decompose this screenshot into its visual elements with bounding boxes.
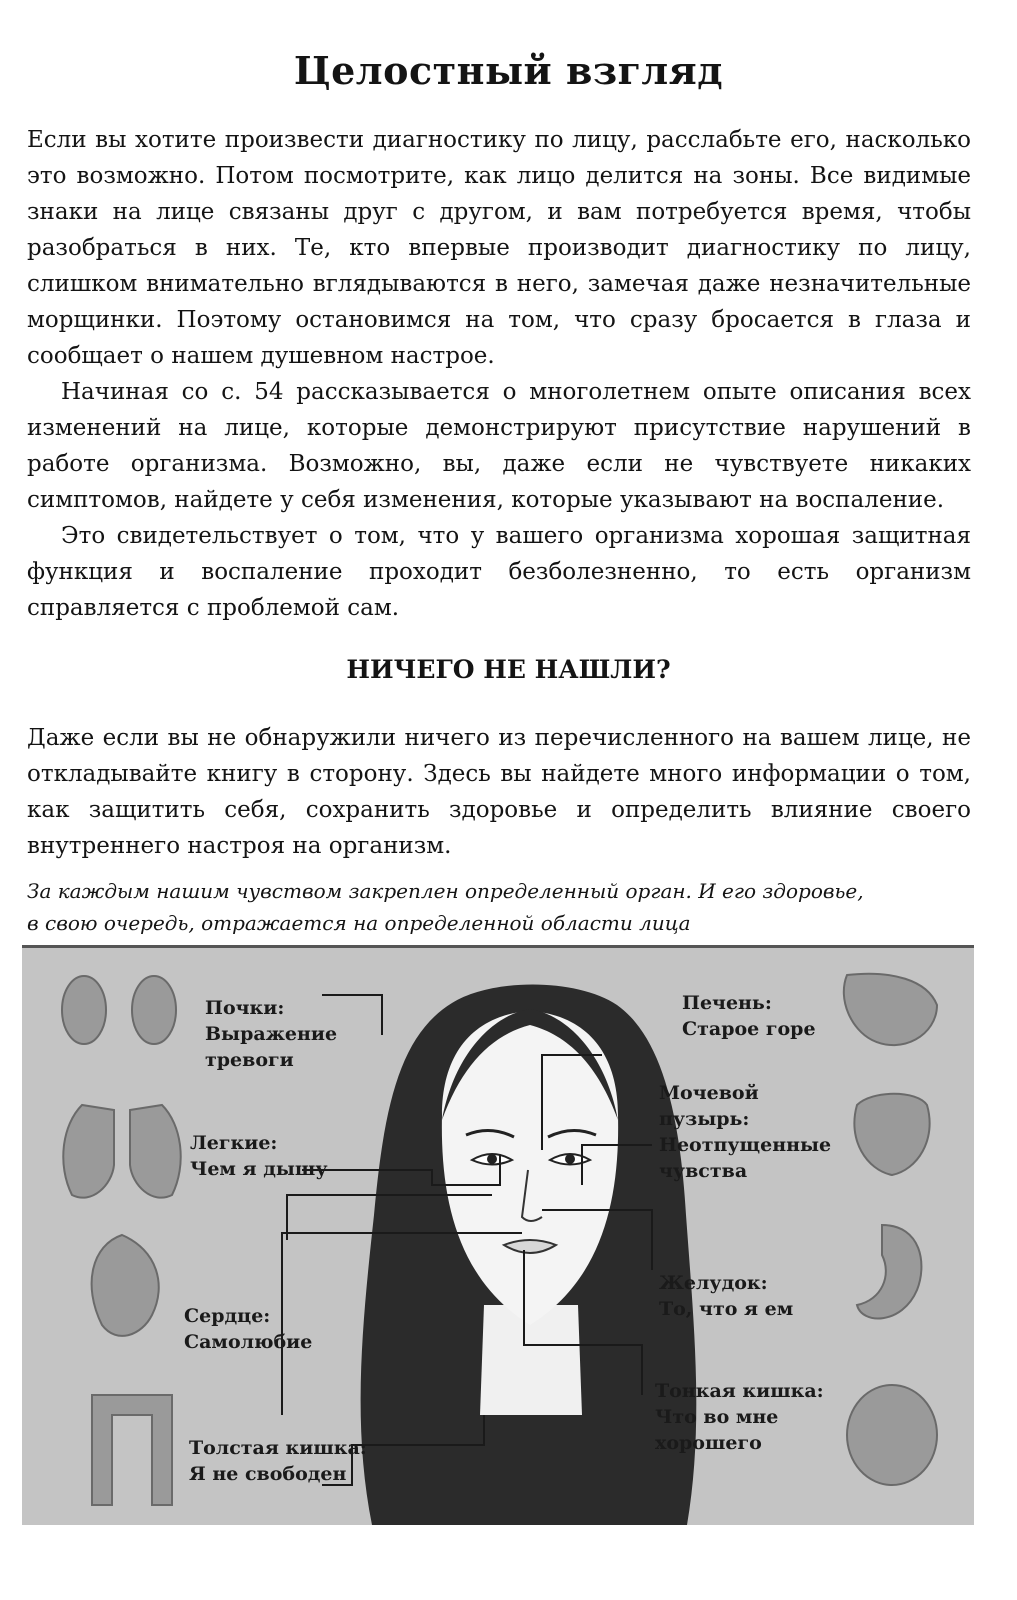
- stomach-icon: [857, 1225, 921, 1319]
- heart-line-1: Самолюбие: [184, 1331, 313, 1353]
- heart-title: Сердце:: [184, 1305, 271, 1327]
- colon-title: Толстая кишка:: [189, 1437, 367, 1459]
- figure-illustration: [22, 945, 974, 1525]
- bladder-title-2: пузырь:: [659, 1108, 750, 1130]
- section-heading: НИЧЕГО НЕ НАШЛИ?: [346, 655, 671, 684]
- small-intestine-icon: [847, 1385, 937, 1485]
- heart-icon: [92, 1235, 159, 1336]
- label-small-intestine: [655, 1378, 824, 1456]
- left-organ-icons: [62, 976, 181, 1505]
- right-pupil: [565, 1154, 575, 1164]
- page-title: Целостный взгляд: [293, 48, 724, 93]
- kidneys-title: Почки:: [205, 997, 285, 1019]
- colon-line-1: Я не свободен: [189, 1463, 347, 1485]
- small-intestine-line-2: хорошего: [655, 1432, 762, 1454]
- lung-left-icon: [63, 1105, 114, 1198]
- label-kidneys: [205, 995, 337, 1073]
- figure-caption: [27, 875, 977, 939]
- label-heart: [184, 1303, 312, 1355]
- bladder-icon: [854, 1094, 929, 1175]
- section-paragraph: Даже если вы не обнаружили ничего из перечисленного на вашем лице, не откладывайте книгу в сторону. Здесь вы найдете много информации о том, как защитить себя, сохранить здоровье и определить влияние своего внутреннего настроя на организм.: [27, 725, 971, 859]
- liver-title: Печень:: [682, 992, 772, 1014]
- left-pupil: [487, 1154, 497, 1164]
- right-organ-icons: [844, 974, 937, 1485]
- kidney-right-icon: [132, 976, 176, 1044]
- colon-icon: [92, 1395, 172, 1505]
- small-intestine-line-1: Что во мне: [655, 1406, 779, 1428]
- bladder-line-1: Неотпущенные: [659, 1134, 832, 1156]
- bladder-line-2: чувства: [659, 1160, 748, 1182]
- liver-icon: [844, 974, 937, 1045]
- caption-line-1: За каждым нашим чувством закреплен определенный орган. И его здоровье,: [27, 879, 864, 903]
- lungs-line-1: Чем я дышу: [190, 1158, 328, 1180]
- label-lungs: [190, 1130, 328, 1182]
- bladder-title-1: Мочевой: [659, 1082, 759, 1104]
- label-stomach: [659, 1270, 793, 1322]
- label-colon: [189, 1435, 367, 1487]
- intro-paragraph-2: Начиная со с. 54 рассказывается о многолетнем опыте описания всех изменений на лице, которые демонстрируют присутствие нарушений в работе организма. Возможно, вы, даже если не чувствуете никаких симптомов, найдете у себя изменения, которые указывают на воспаление.: [27, 379, 971, 513]
- lungs-title: Легкие:: [190, 1132, 278, 1154]
- liver-line-1: Старое горе: [682, 1018, 816, 1040]
- small-intestine-title: Тонкая кишка:: [655, 1380, 824, 1402]
- caption-line-2: в свою очередь, отражается на определенной области лица: [27, 911, 691, 935]
- face-organ-figure: [22, 945, 974, 1525]
- figure-top-border: [22, 945, 974, 948]
- stomach-title: Желудок:: [659, 1272, 768, 1294]
- label-bladder: [659, 1080, 831, 1184]
- label-liver: [682, 990, 816, 1042]
- intro-paragraph-3: Это свидетельствует о том, что у вашего организма хорошая защитная функция и воспаление проходит безболезненно, то есть организм справляется с проблемой сам.: [27, 523, 971, 621]
- intro-paragraph-1: Если вы хотите произвести диагностику по лицу, расслабьте его, насколько это возможно. Потом посмотрите, как лицо делится на зоны. Все видимые знаки на лице связаны друг с другом, и вам потребуется время, чтобы разобраться в них. Те, кто впервые производит диагностику по лицу, слишком внимательно вглядываются в него, замечая даже незначительные морщинки. Поэтому остановимся на том, что сразу бросается в глаза и сообщает о нашем душевном настрое.: [27, 127, 971, 369]
- kidneys-line-2: тревоги: [205, 1049, 294, 1071]
- kidney-left-icon: [62, 976, 106, 1044]
- stomach-line-1: То, что я ем: [659, 1298, 794, 1320]
- lung-right-icon: [130, 1105, 181, 1198]
- kidneys-line-1: Выражение: [205, 1023, 338, 1045]
